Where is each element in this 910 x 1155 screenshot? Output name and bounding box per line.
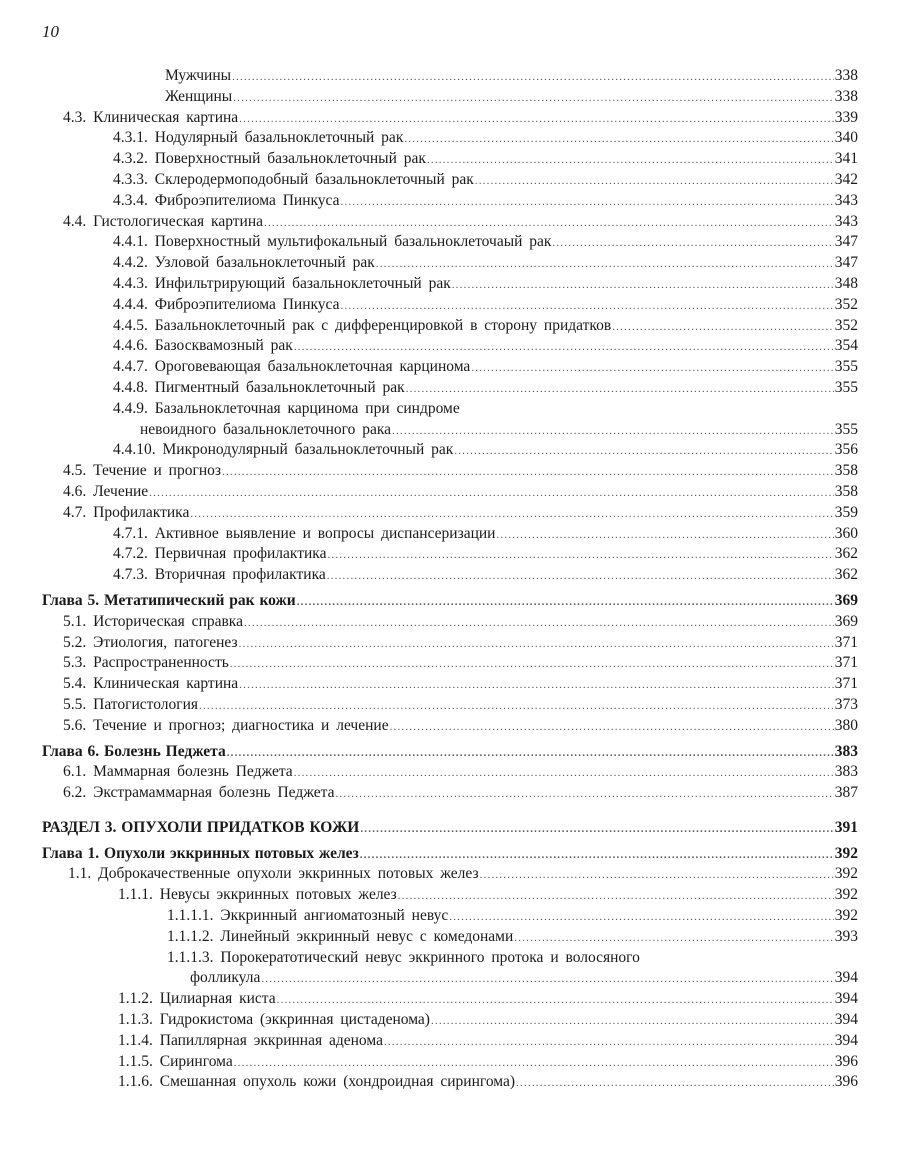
dot-leader bbox=[384, 1032, 834, 1053]
toc-heading bbox=[0, 742, 910, 763]
dot-leader bbox=[431, 1011, 834, 1032]
toc-entry-title: 1.1.1.2. Линейный эккринный невус с комедонами bbox=[167, 927, 514, 945]
dot-leader bbox=[232, 67, 834, 88]
table-of-contents bbox=[0, 66, 910, 1093]
toc-entry-page: 394 bbox=[834, 969, 858, 987]
toc-entry bbox=[0, 482, 910, 503]
toc-entry-page: 369 bbox=[834, 612, 858, 630]
toc-entry-title: 4.4.7. Ороговевающая базальноклеточная карцинома bbox=[113, 358, 471, 376]
toc-entry-title: 4.7.2. Первичная профилактика bbox=[113, 545, 327, 563]
toc-entry bbox=[0, 716, 910, 737]
toc-entry-page: 369 bbox=[834, 591, 858, 609]
toc-entry bbox=[0, 948, 910, 969]
dot-leader bbox=[239, 634, 834, 655]
dot-leader bbox=[239, 675, 834, 696]
dot-leader bbox=[261, 969, 833, 990]
toc-entry bbox=[0, 66, 910, 87]
dot-leader bbox=[449, 907, 833, 928]
dot-leader bbox=[294, 337, 834, 358]
dot-leader bbox=[222, 462, 834, 483]
toc-entry-page: 396 bbox=[834, 1073, 858, 1091]
dot-leader bbox=[360, 819, 833, 840]
toc-entry-title: 5.1. Историческая справка bbox=[63, 612, 243, 630]
toc-entry-page: 356 bbox=[834, 441, 858, 459]
dot-leader bbox=[264, 213, 834, 234]
dot-leader bbox=[552, 233, 833, 254]
toc-entry-title: 4.4. Гистологическая картина bbox=[63, 212, 264, 230]
toc-entry bbox=[0, 128, 910, 149]
dot-leader bbox=[341, 296, 834, 317]
dot-leader bbox=[190, 504, 833, 525]
toc-entry-title: Мужчины bbox=[165, 67, 232, 84]
dot-leader bbox=[516, 1073, 834, 1094]
toc-entry-page: 394 bbox=[834, 1031, 858, 1049]
toc-entry-title: 4.6. Лечение bbox=[63, 482, 149, 500]
toc-entry-title: 4.4.4. Фиброэпителиома Пинкуса bbox=[113, 295, 340, 313]
toc-entry bbox=[0, 274, 910, 295]
toc-entry bbox=[0, 461, 910, 482]
toc-entry-page: 392 bbox=[834, 865, 858, 883]
toc-entry bbox=[0, 440, 910, 461]
toc-entry-title: 1.1.1.1. Эккринный ангиоматозный невус bbox=[167, 907, 449, 925]
toc-entry-page: 373 bbox=[834, 695, 858, 713]
dot-leader bbox=[471, 358, 833, 379]
toc-entry-page: 391 bbox=[834, 818, 858, 836]
toc-entry bbox=[0, 544, 910, 565]
toc-entry-page: 392 bbox=[834, 844, 858, 862]
dot-leader bbox=[327, 566, 834, 587]
toc-entry-page: 347 bbox=[834, 254, 858, 272]
toc-entry-title: 1.1. Доброкачественные опухоли эккринных потовых желез bbox=[68, 865, 479, 883]
toc-entry-title: 6.1. Маммарная болезнь Педжета bbox=[63, 763, 293, 781]
toc-entry-title: 4.3.4. Фиброэпителиома Пинкуса bbox=[113, 191, 340, 209]
toc-entry-title: РАЗДЕЛ 3. ОПУХОЛИ ПРИДАТКОВ КОЖИ bbox=[42, 818, 360, 836]
toc-entry-title: 1.1.5. Сирингома bbox=[118, 1052, 233, 1070]
toc-entry bbox=[0, 968, 910, 989]
toc-entry bbox=[0, 633, 910, 654]
toc-entry-page: 341 bbox=[834, 150, 858, 168]
toc-entry-page: 392 bbox=[834, 886, 858, 904]
toc-entry bbox=[0, 906, 910, 927]
toc-entry bbox=[0, 1031, 910, 1052]
toc-entry-title: 1.1.1.3. Порокератотический невус эккринного протока и волосяного bbox=[167, 948, 640, 966]
toc-entry-page: 339 bbox=[834, 108, 858, 126]
dot-leader bbox=[149, 483, 834, 504]
toc-entry-page: 362 bbox=[834, 545, 858, 563]
toc-entry bbox=[0, 503, 910, 524]
toc-entry-title: 4.7.3. Вторичная профилактика bbox=[113, 566, 326, 584]
toc-entry-title: 1.1.6. Смешанная опухоль кожи (хондроидная сирингома) bbox=[118, 1073, 516, 1091]
toc-entry-title: 4.3. Клиническая картина bbox=[63, 108, 239, 126]
toc-entry-page: 355 bbox=[834, 420, 858, 438]
toc-entry-page: 371 bbox=[834, 675, 858, 693]
dot-leader bbox=[406, 379, 834, 400]
toc-entry bbox=[0, 420, 910, 441]
dot-leader bbox=[341, 192, 834, 213]
toc-entry bbox=[0, 885, 910, 906]
dot-leader bbox=[239, 109, 834, 130]
dot-leader bbox=[327, 545, 833, 566]
dot-leader bbox=[244, 613, 834, 634]
toc-entry bbox=[0, 762, 910, 783]
toc-entry-page: 352 bbox=[834, 316, 858, 334]
toc-entry bbox=[0, 674, 910, 695]
toc-entry-title: 1.1.1. Невусы эккринных потовых желез bbox=[118, 886, 397, 904]
toc-entry-page: 360 bbox=[834, 524, 858, 542]
toc-entry-title: 5.6. Течение и прогноз; диагностика и лечение bbox=[63, 716, 389, 734]
toc-entry bbox=[0, 989, 910, 1010]
toc-entry-page: 347 bbox=[834, 233, 858, 251]
dot-leader bbox=[277, 990, 834, 1011]
toc-entry-page: 354 bbox=[834, 337, 858, 355]
dot-leader bbox=[454, 441, 833, 462]
dot-leader bbox=[199, 696, 834, 717]
dot-leader bbox=[297, 592, 834, 613]
toc-entry bbox=[0, 87, 910, 108]
toc-entry bbox=[0, 232, 910, 253]
toc-entry bbox=[0, 927, 910, 948]
dot-leader bbox=[480, 865, 834, 886]
dot-leader bbox=[335, 784, 833, 805]
toc-entry-page: 396 bbox=[834, 1052, 858, 1070]
toc-entry-title: 1.1.2. Цилиарная киста bbox=[118, 990, 276, 1008]
toc-entry-page: 371 bbox=[834, 654, 858, 672]
toc-entry-page: 358 bbox=[834, 462, 858, 480]
toc-entry bbox=[0, 212, 910, 233]
toc-entry-title: Глава 5. Метатипический рак кожи bbox=[42, 591, 296, 609]
toc-entry-page: 338 bbox=[834, 67, 858, 84]
toc-entry-page: 340 bbox=[834, 129, 858, 147]
toc-entry-page: 393 bbox=[834, 927, 858, 945]
dot-leader bbox=[233, 88, 834, 109]
toc-entry-title: 4.4.3. Инфильтрирующий базальноклеточный рак bbox=[113, 274, 451, 292]
dot-leader bbox=[390, 717, 834, 738]
toc-entry-title: 5.4. Клиническая картина bbox=[63, 675, 239, 693]
toc-heading bbox=[0, 591, 910, 612]
toc-entry-page: 383 bbox=[834, 742, 858, 760]
toc-entry bbox=[0, 524, 910, 545]
toc-entry bbox=[0, 399, 910, 420]
toc-entry-page: 355 bbox=[834, 378, 858, 396]
toc-entry-title: 4.4.5. Базальноклеточный рак с дифференцировкой в сторону придатков bbox=[113, 316, 612, 334]
toc-entry-title: 4.4.9. Базальноклеточная карцинома при синдроме bbox=[113, 399, 460, 417]
toc-entry-title: 4.7.1. Активное выявление и вопросы диспансеризации bbox=[113, 524, 496, 542]
toc-entry-title: 5.5. Патогистология bbox=[63, 695, 199, 713]
dot-leader bbox=[227, 743, 834, 764]
toc-entry-page: 387 bbox=[834, 784, 858, 802]
toc-entry bbox=[0, 864, 910, 885]
toc-entry-title: 4.3.3. Склеродермоподобный базальноклеточный рак bbox=[113, 170, 474, 188]
toc-entry-page: 362 bbox=[834, 566, 858, 584]
toc-entry-title: 4.3.1. Нодулярный базальноклеточный рак bbox=[113, 129, 404, 147]
toc-entry-title: 4.4.1. Поверхностный мультифокальный базальноклеточаый рак bbox=[113, 233, 552, 251]
toc-entry-page: 392 bbox=[834, 907, 858, 925]
toc-entry bbox=[0, 1010, 910, 1031]
dot-leader bbox=[294, 763, 834, 784]
toc-entry-page: 394 bbox=[834, 1011, 858, 1029]
dot-leader bbox=[376, 254, 834, 275]
toc-entry bbox=[0, 336, 910, 357]
toc-entry-title: 4.3.2. Поверхностный базальноклеточный рак bbox=[113, 150, 426, 168]
toc-entry-page: 394 bbox=[834, 990, 858, 1008]
page-number: 10 bbox=[42, 22, 59, 41]
toc-entry-title: невоидного базальноклеточного рака bbox=[140, 420, 392, 438]
dot-leader bbox=[475, 171, 834, 192]
toc-entry bbox=[0, 191, 910, 212]
dot-leader bbox=[452, 275, 834, 296]
dot-leader bbox=[427, 150, 834, 171]
toc-entry-page: 383 bbox=[834, 763, 858, 781]
toc-entry-page: 358 bbox=[834, 482, 858, 500]
toc-entry-page: 380 bbox=[834, 716, 858, 734]
toc-entry-title: 4.4.8. Пигментный базальноклеточный рак bbox=[113, 378, 405, 396]
toc-entry-page: 359 bbox=[834, 503, 858, 521]
toc-entry-title: 1.1.3. Гидрокистома (эккринная цистаденома) bbox=[118, 1011, 430, 1029]
toc-entry-title: 4.7. Профилактика bbox=[63, 503, 190, 521]
toc-entry bbox=[0, 1072, 910, 1093]
toc-entry bbox=[0, 565, 910, 586]
dot-leader bbox=[392, 421, 834, 442]
toc-entry-title: 4.4.6. Базосквамозный рак bbox=[113, 337, 293, 355]
toc-entry bbox=[0, 253, 910, 274]
toc-entry bbox=[0, 378, 910, 399]
toc-entry-page: 342 bbox=[834, 170, 858, 188]
toc-entry-title: 6.2. Экстрамаммарная болезнь Педжета bbox=[63, 784, 335, 802]
dot-leader bbox=[514, 928, 833, 949]
toc-entry bbox=[0, 357, 910, 378]
dot-leader bbox=[398, 886, 834, 907]
toc-entry bbox=[0, 653, 910, 674]
dot-leader bbox=[404, 129, 833, 150]
toc-entry-page: 338 bbox=[834, 87, 858, 105]
dot-leader bbox=[360, 845, 834, 866]
toc-entry bbox=[0, 1052, 910, 1073]
toc-entry-page: 343 bbox=[834, 212, 858, 230]
toc-entry bbox=[0, 170, 910, 191]
toc-entry-page: 352 bbox=[834, 295, 858, 313]
toc-heading bbox=[0, 818, 910, 839]
dot-leader bbox=[496, 525, 833, 546]
toc-entry-page: 348 bbox=[834, 274, 858, 292]
toc-entry-page: 343 bbox=[834, 191, 858, 209]
toc-entry-title: 4.4.2. Узловой базальноклеточный рак bbox=[113, 254, 375, 272]
toc-entry bbox=[0, 149, 910, 170]
toc-entry-title: Глава 1. Опухоли эккринных потовых желез bbox=[42, 844, 359, 862]
toc-entry-title: 5.3. Распространенность bbox=[63, 654, 229, 672]
toc-entry-title: 5.2. Этиология, патогенез bbox=[63, 633, 238, 651]
toc-entry-page: 355 bbox=[834, 358, 858, 376]
dot-leader bbox=[234, 1053, 834, 1074]
toc-entry bbox=[0, 783, 910, 804]
toc-entry bbox=[0, 612, 910, 633]
toc-entry-title: 1.1.4. Папиллярная эккринная аденома bbox=[118, 1031, 383, 1049]
dot-leader bbox=[230, 654, 834, 675]
toc-entry bbox=[0, 316, 910, 337]
toc-entry bbox=[0, 108, 910, 129]
toc-heading bbox=[0, 844, 910, 865]
toc-entry bbox=[0, 295, 910, 316]
toc-entry-title: Женщины bbox=[165, 87, 233, 105]
toc-entry-title: 4.4.10. Микронодулярный базальноклеточный рак bbox=[113, 441, 454, 459]
toc-entry-title: 4.5. Течение и прогноз bbox=[63, 462, 222, 480]
toc-entry-page: 371 bbox=[834, 633, 858, 651]
dot-leader bbox=[612, 317, 834, 338]
toc-entry-title: Глава 6. Болезнь Педжета bbox=[42, 742, 226, 760]
toc-entry bbox=[0, 695, 910, 716]
toc-entry-title: фолликула bbox=[190, 969, 261, 987]
